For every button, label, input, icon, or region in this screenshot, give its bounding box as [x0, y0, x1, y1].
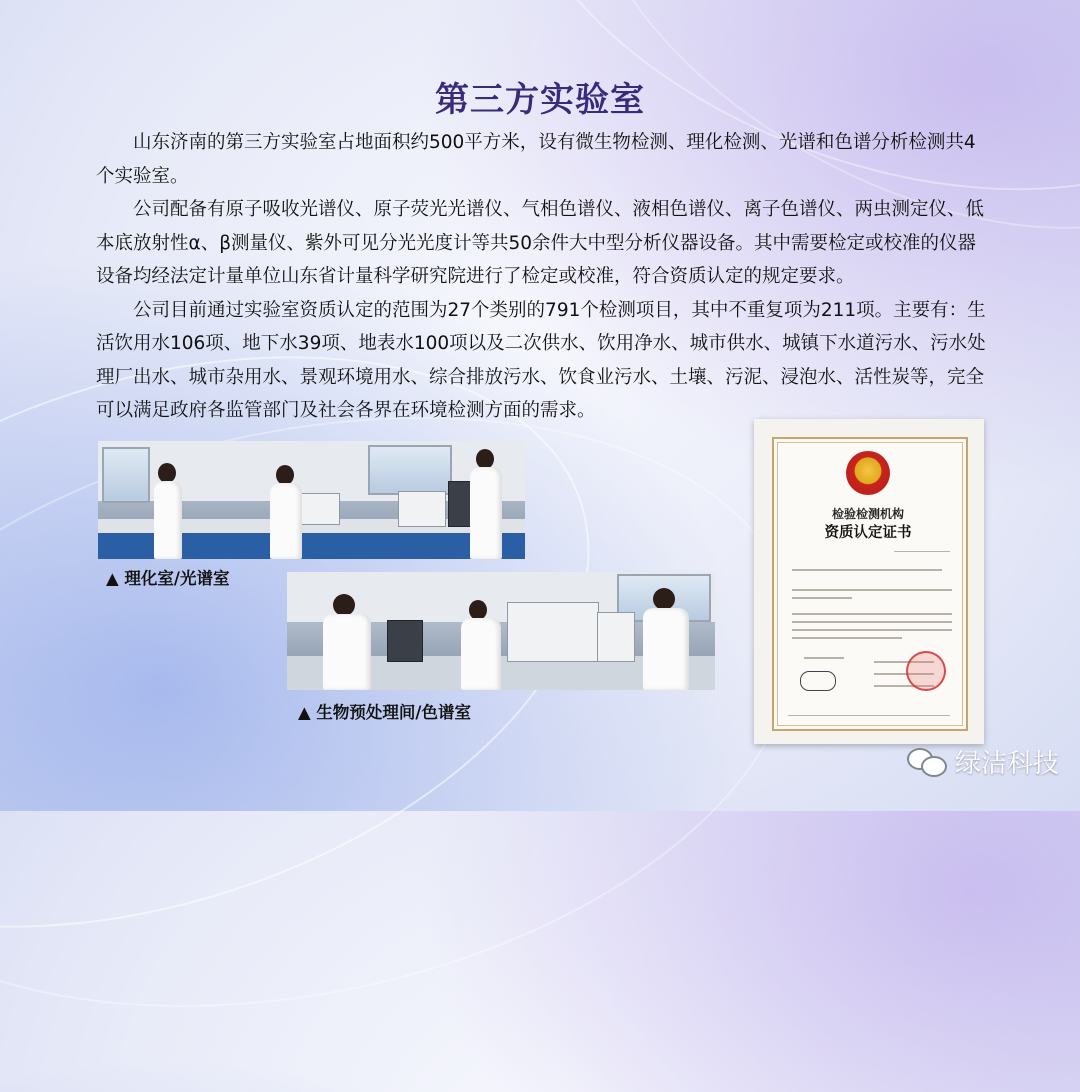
certificate-page [772, 437, 968, 731]
paragraph-lab-overview: 山东济南的第三方实验室占地面积约500平方米，设有微生物检测、理化检测、光谱和色谱分析检测共4个实验室。 [96, 132, 976, 187]
national-emblem-icon [846, 451, 890, 495]
lab-photo-chromatography [287, 572, 715, 690]
page-title: 第三方实验室 [435, 80, 645, 120]
brand-watermark [907, 744, 1059, 778]
brand-name: 绿洁科技 [955, 748, 1060, 779]
official-seal-icon [906, 651, 946, 691]
wechat-icon [907, 746, 947, 776]
caption-chromatography-lab: ▲ 生物预处理间/色谱室 [298, 703, 471, 722]
certificate-heading-line2: 资质认定证书 [824, 524, 912, 541]
cma-mark-icon [800, 671, 836, 691]
qualification-certificate [754, 419, 984, 744]
paragraph-qualification: 公司目前通过实验室资质认定的范围为27个类别的791个检测项目，其中不重复项为211项。主要有：生活饮用水106项、地下水39项、地表水100项以及二次供水、饮用净水、城市供水、城镇下水道污水、污水处理厂出水、城市杂用水、景观环境用水、综合排放污水、饮食业污水、土壤、污泥、浸泡水、活性炭等，完全可以满足政府各监管部门及社会各界在环境检测方面的需求。 [96, 299, 986, 421]
lab-photo-physicochemical [98, 441, 525, 559]
certificate-heading-line1: 检验检测机构 [831, 507, 904, 521]
caption-physicochemical-lab: ▲ 理化室/光谱室 [106, 569, 230, 588]
body-text [96, 126, 988, 428]
paragraph-equipment: 公司配备有原子吸收光谱仪、原子荧光光谱仪、气相色谱仪、液相色谱仪、离子色谱仪、两虫测定仪、低本底放射性α、β测量仪、紫外可见分光光度计等共50余件大中型分析仪器设备。其中需要检定或校准的仪器设备均经法定计量单位山东省计量科学研究院进行了检定或校准，符合资质认定的规定要求。 [96, 199, 985, 287]
